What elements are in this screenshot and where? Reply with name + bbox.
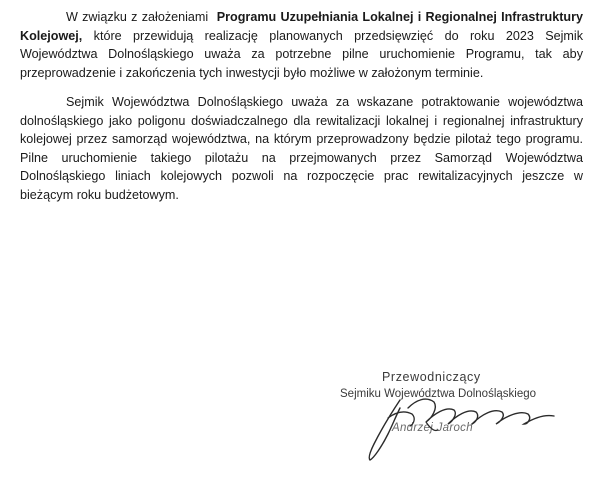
paragraph-1-rest: które przewidują realizację planowanych przedsięwzięć do roku 2023 Sejmik Województwa Dolnośląskiego uważa za potrzebne pilne uruchomienie Programu, tak aby przeprowadzenie i zakończenia tych inwestycji było możliwe w założonym terminie. <box>20 28 584 80</box>
paragraph-2-text: Sejmik Województwa Dolnośląskiego uważa za wskazane potraktowanie województwa dolnośląskiego jako poligonu doświadczalnego dla rewitalizacji lokalnej i regionalnej infrastruktury kolejowej przez samorząd województwa, na którym przeprowadzony będzie pilotaż tego programu. Pilne uruchomienie takiego pilotażu na przejmowanych przez Samorząd Województwa Dolnośląskiego liniach kolejowych pozwoli na rozpoczęcie prac rewitalizacyjnych jeszcze w bieżącym roku budżetowym. <box>20 95 583 202</box>
signatory-body: Sejmiku Województwa Dolnośląskiego <box>340 388 537 400</box>
signature-block <box>330 362 590 477</box>
paragraph-1 <box>20 8 583 82</box>
paragraph-2 <box>20 93 583 205</box>
paragraph-1-intro: W związku z założeniami <box>66 10 209 24</box>
program-name: Programu Uzupełniania Lokalnej i Regionalnej Infrastruktury Kolejowej, <box>20 10 583 43</box>
signatory-name: Andrzej Jaroch <box>392 422 473 434</box>
signatory-title: Przewodniczący <box>382 370 481 384</box>
handwritten-signature <box>330 362 590 477</box>
